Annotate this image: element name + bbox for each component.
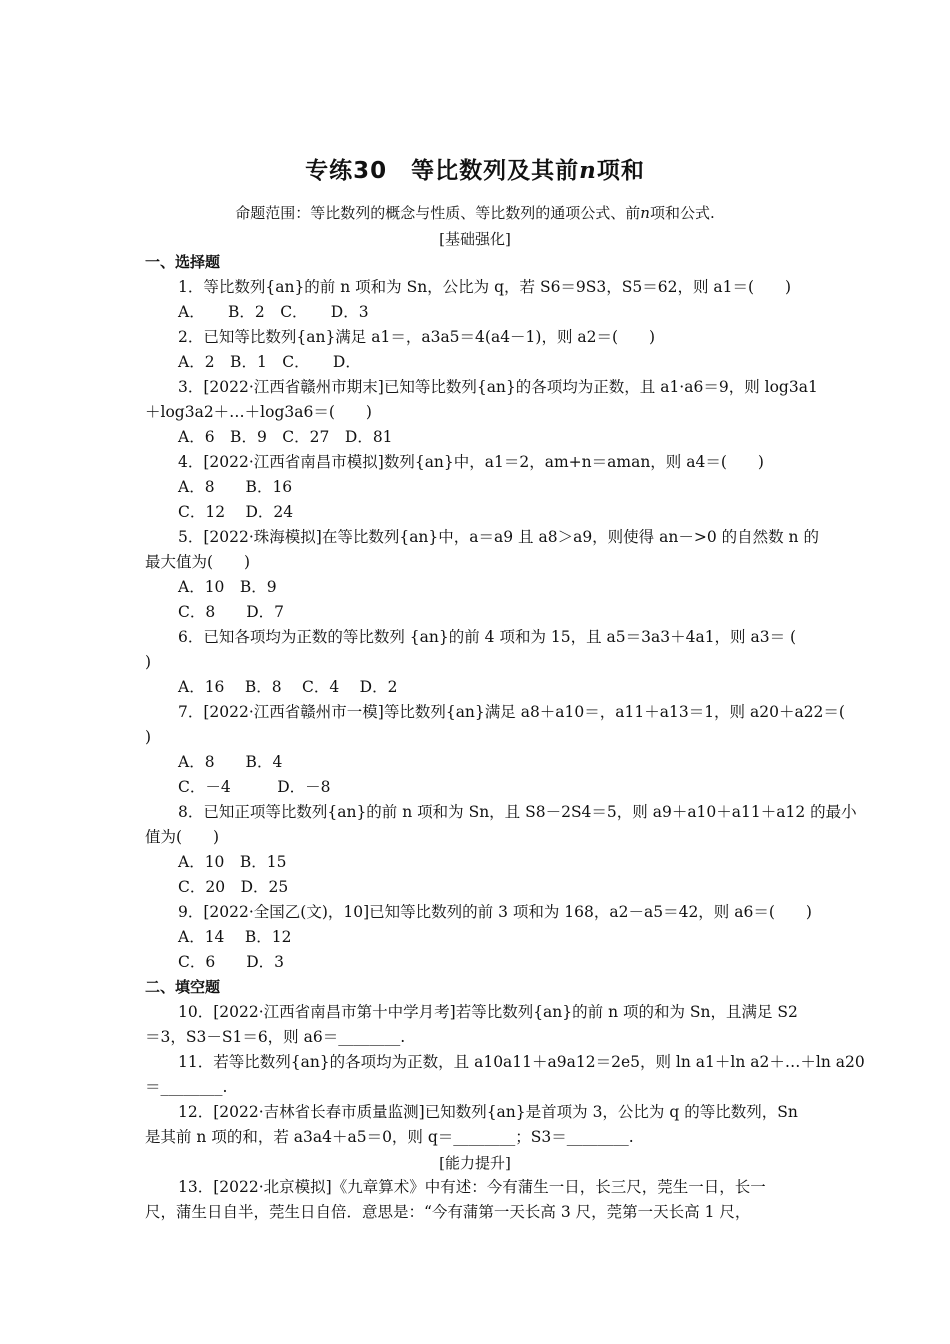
question-10-line2: ＝3，S3－S1＝6，则 a6＝________. bbox=[145, 1028, 406, 1046]
question-8-line2: 值为( ) bbox=[145, 828, 220, 846]
question-8-options-2: C．20 D．25 bbox=[178, 878, 289, 896]
question-12-line2: 是其前 n 项的和，若 a3a4＋a5＝0，则 q＝________；S3＝________. bbox=[145, 1128, 634, 1146]
question-10-line1: 10．[2022·江西省南昌市第十中学月考]若等比数列{an}的前 n 项的和为 Sn，且满足 S2 bbox=[178, 1003, 798, 1021]
question-4-options-2: C．12 D．24 bbox=[178, 503, 294, 521]
question-2-options: A．2 B．1 C． D． bbox=[178, 353, 361, 371]
question-6-line1: 6．已知各项均为正数的等比数列 {an}的前 4 项和为 15，且 a5＝3a3＋4a1，则 a3＝ ( bbox=[178, 628, 797, 646]
topic-scope: 命题范围：等比数列的概念与性质、等比数列的通项公式、前n项和公式. bbox=[235, 204, 715, 222]
question-7-line1: 7．[2022·江西省赣州市一模]等比数列{an}满足 a8＋a10＝，a11＋a13＝1，则 a20＋a22＝( bbox=[178, 703, 845, 721]
question-2-stem: 2．已知等比数列{an}满足 a1＝，a3a5＝4(a4－1)，则 a2＝( ) bbox=[178, 328, 656, 346]
question-5-options-2: C．8 D．7 bbox=[178, 603, 285, 621]
question-3-line1: 3．[2022·江西省赣州市期末]已知等比数列{an}的各项均为正数，且 a1·a6＝9，则 log3a1 bbox=[178, 378, 818, 396]
question-4-stem: 4．[2022·江西省南昌市模拟]数列{an}中，a1＝2，am+n＝aman，则 a4＝( ) bbox=[178, 453, 764, 471]
question-13-line1: 13．[2022·北京模拟]《九章算术》中有述：今有蒲生一日，长三尺，莞生一日，长一 bbox=[178, 1178, 766, 1196]
question-6-line2: ) bbox=[145, 653, 152, 671]
question-5-line1: 5．[2022·珠海模拟]在等比数列{an}中，a＝a9 且 a8＞a9，则使得 an－>0 的自然数 n 的 bbox=[178, 528, 819, 546]
question-3-options: A．6 B．9 C．27 D．81 bbox=[178, 428, 393, 446]
question-11-line2: ＝________. bbox=[145, 1078, 228, 1096]
section-fill: 二、填空题 bbox=[145, 978, 221, 996]
question-3-line2: ＋log3a2＋…＋log3a6＝( ) bbox=[145, 403, 372, 421]
question-5-line2: 最大值为( ) bbox=[145, 553, 251, 571]
question-9-options-1: A．14 B．12 bbox=[178, 928, 292, 946]
page-title: 专练30 等比数列及其前n项和 bbox=[305, 157, 645, 184]
section-choice: 一、选择题 bbox=[145, 253, 221, 271]
question-12-line1: 12．[2022·吉林省长春市质量监测]已知数列{an}是首项为 3，公比为 q 的等比数列，Sn bbox=[178, 1103, 798, 1121]
question-7-options-2: C．－4 D．－8 bbox=[178, 778, 331, 796]
question-8-options-1: A．10 B．15 bbox=[178, 853, 287, 871]
question-11-line1: 11．若等比数列{an}的各项均为正数，且 a10a11＋a9a12＝2e5，则 ln a1＋ln a2＋…＋ln a20 bbox=[178, 1053, 865, 1071]
question-1-stem: 1．等比数列{an}的前 n 项和为 Sn，公比为 q，若 S6＝9S3，S5＝62，则 a1＝( ) bbox=[178, 278, 792, 296]
advanced-tag: [能力提升] bbox=[439, 1154, 511, 1172]
question-1-options: A． B．2 C． D．3 bbox=[178, 303, 369, 321]
question-6-options: A．16 B．8 C．4 D．2 bbox=[178, 678, 398, 696]
question-8-line1: 8．已知正项等比数列{an}的前 n 项和为 Sn，且 S8－2S4＝5，则 a9＋a10＋a11＋a12 的最小 bbox=[178, 803, 857, 821]
question-9-options-2: C．6 D．3 bbox=[178, 953, 285, 971]
question-7-options-1: A．8 B．4 bbox=[178, 753, 283, 771]
question-4-options-1: A．8 B．16 bbox=[178, 478, 293, 496]
question-7-line2: ) bbox=[145, 728, 152, 746]
question-5-options-1: A．10 B．9 bbox=[178, 578, 277, 596]
basic-tag: [基础强化] bbox=[439, 230, 511, 248]
question-13-line2: 尺，蒲生日自半，莞生日自倍．意思是：“今有蒲第一天长高 3 尺，莞第一天长高 1 尺， bbox=[145, 1203, 751, 1221]
question-9-stem: 9．[2022·全国乙(文)，10]已知等比数列的前 3 项和为 168，a2－a5＝42，则 a6＝( ) bbox=[178, 903, 812, 921]
